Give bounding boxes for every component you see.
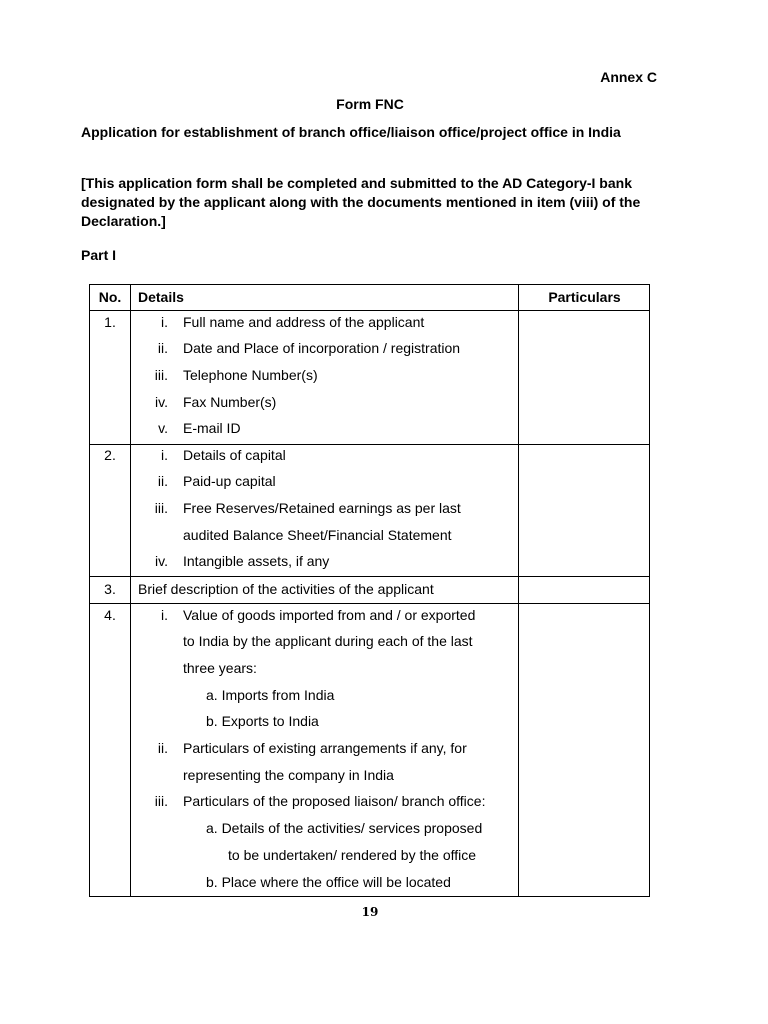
item-text: Particulars of existing arrangements if any, for <box>183 740 467 756</box>
sub-item: b. Exports to India <box>206 713 319 729</box>
item-marker: iii. <box>154 367 168 383</box>
sub-item: a. Details of the activities/ services proposed <box>206 820 483 836</box>
item-text: Intangible assets, if any <box>183 553 330 569</box>
item-text: Value of goods imported from and / or exported <box>183 607 476 623</box>
row-divider <box>90 310 649 311</box>
item-text: Free Reserves/Retained earnings as per last <box>183 500 461 516</box>
item-marker: v. <box>158 420 168 436</box>
row-number: 2. <box>104 447 116 463</box>
sub-item-continued: to be undertaken/ rendered by the office <box>228 847 477 863</box>
header-particulars: Particulars <box>548 289 621 305</box>
item-marker: iv. <box>155 553 168 569</box>
item-marker: i. <box>161 607 168 623</box>
row-divider <box>90 603 649 604</box>
instructions: [This application form shall be completed and submitted to the AD Category-I bank designated by the applicant along with the documents mentioned in item (viii) of the Declaration.] <box>81 175 641 229</box>
header-no: No. <box>98 289 122 305</box>
item-text-continued: three years: <box>183 660 257 676</box>
item-text: Brief description of the activities of the applicant <box>138 581 434 597</box>
header-details: Details <box>138 289 184 305</box>
item-text-continued: to India by the applicant during each of the last <box>183 633 473 649</box>
item-marker: ii. <box>157 740 168 756</box>
part-label: Part I <box>81 247 117 263</box>
item-text: Paid-up capital <box>183 473 276 489</box>
item-marker: i. <box>161 447 168 463</box>
item-text-continued: representing the company in India <box>183 767 394 783</box>
page-number: 19 <box>361 905 379 919</box>
item-text-continued: audited Balance Sheet/Financial Statement <box>183 527 452 543</box>
item-marker: iii. <box>154 793 168 809</box>
row-divider <box>90 576 649 577</box>
item-text: Date and Place of incorporation / registration <box>183 340 461 356</box>
sub-item: b. Place where the office will be located <box>206 874 451 890</box>
row-divider <box>90 444 649 445</box>
item-text: E-mail ID <box>183 420 241 436</box>
application-title: Application for establishment of branch office/liaison office/project office in India <box>81 124 621 140</box>
column-divider <box>518 285 519 896</box>
sub-item: a. Imports from India <box>206 687 335 703</box>
row-number: 3. <box>104 581 116 597</box>
item-marker: ii. <box>157 473 168 489</box>
item-marker: iii. <box>154 500 168 516</box>
column-divider <box>130 285 131 896</box>
item-marker: i. <box>161 314 168 330</box>
form-table <box>89 284 650 897</box>
item-marker: ii. <box>157 340 168 356</box>
item-text: Details of capital <box>183 447 286 463</box>
item-text: Telephone Number(s) <box>183 367 318 383</box>
item-text: Fax Number(s) <box>183 394 277 410</box>
row-number: 4. <box>104 607 116 623</box>
item-marker: iv. <box>155 394 168 410</box>
item-text: Full name and address of the applicant <box>183 314 425 330</box>
row-number: 1. <box>104 314 116 330</box>
form-title: Form FNC <box>336 96 404 112</box>
item-text: Particulars of the proposed liaison/ branch office: <box>183 793 486 809</box>
annex-label: Annex C <box>600 69 657 85</box>
